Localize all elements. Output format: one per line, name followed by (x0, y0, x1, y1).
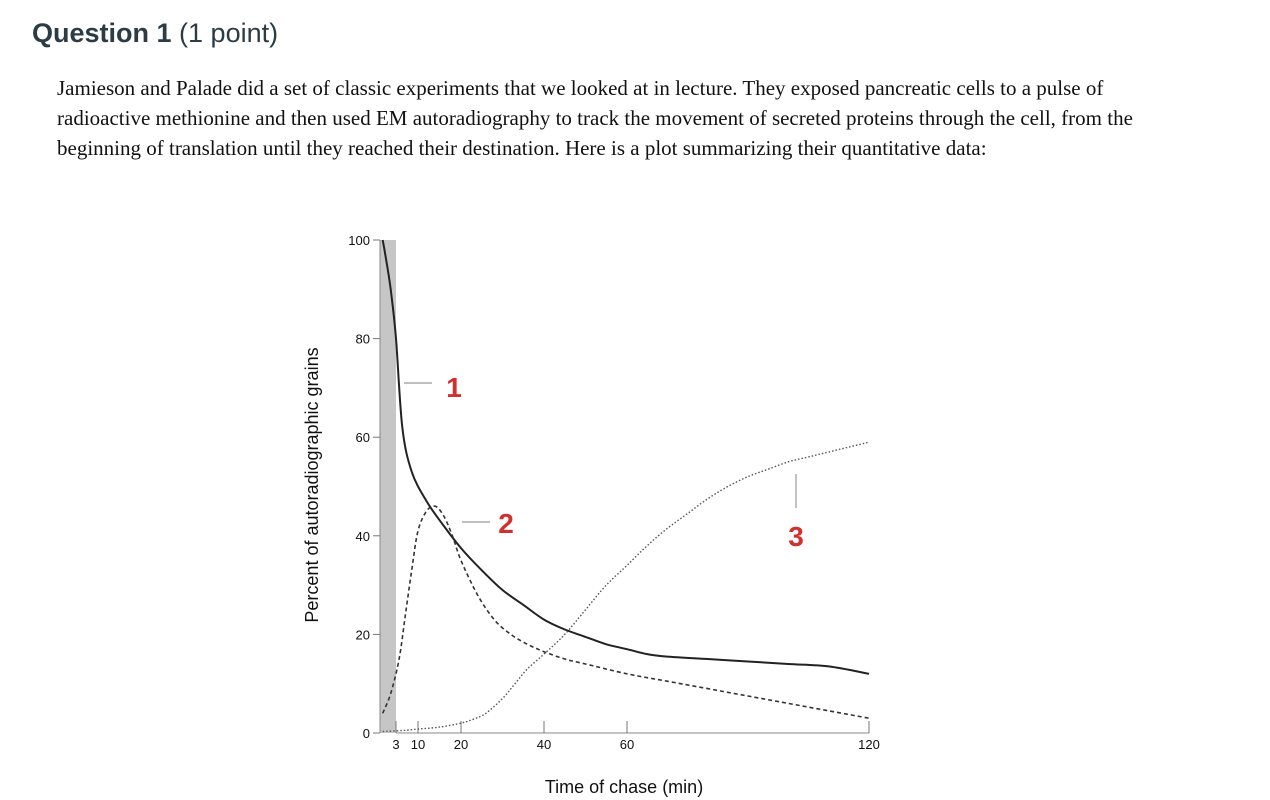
y-tick-label: 20 (355, 627, 370, 643)
y-tick-label: 80 (355, 331, 370, 347)
series-3-label: 3 (788, 521, 804, 552)
x-tick-label: 20 (453, 737, 469, 752)
x-tick-label: 3 (392, 737, 400, 752)
series-1-label: 1 (446, 372, 462, 403)
x-tick-label: 40 (536, 737, 552, 752)
series-line-1 (383, 240, 869, 674)
series-2-label: 2 (498, 508, 514, 539)
question-number: Question 1 (32, 18, 172, 48)
y-axis-label: Percent of autoradiographic grains (302, 347, 322, 623)
y-tick-label: 60 (355, 430, 370, 446)
question-points: (1 point) (179, 18, 279, 48)
question-text: Jamieson and Palade did a set of classic experiments that we looked at in lecture. They exposed pancreatic cells to a pulse of radioactive methionine and then used EM autoradiography to track the movement of secreted proteins through the cell, from the beginning of translation until they reached their destination. Here is a plot summarizing their quantitative data: (57, 76, 1133, 160)
x-axis-label: Time of chase (min) (544, 777, 704, 797)
y-tick-label: 0 (362, 726, 370, 741)
y-tick-label: 40 (355, 528, 370, 544)
y-tick-label: 100 (348, 233, 370, 248)
x-tick-label: 60 (619, 737, 635, 752)
x-tick-label: 120 (858, 737, 880, 752)
x-tick-label: 10 (410, 737, 426, 752)
